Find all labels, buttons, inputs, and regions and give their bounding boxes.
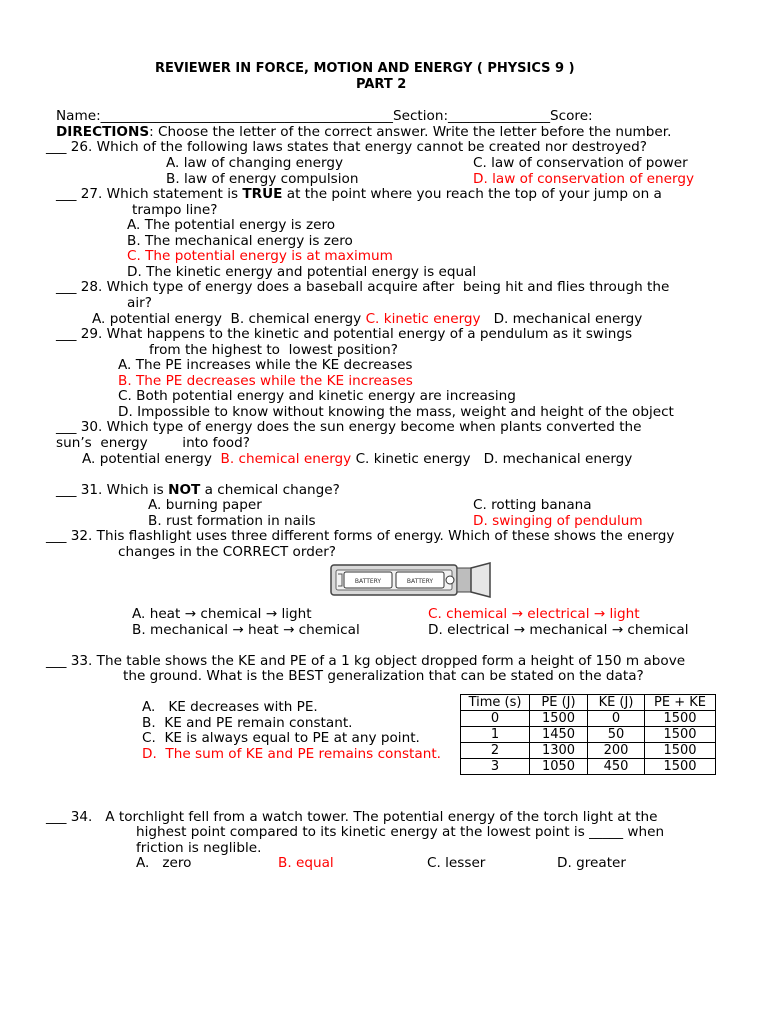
q27-stem xyxy=(56,186,662,202)
q34-stem: ___ 34. A torchlight fell from a watch tower. The potential energy of the torch light at the xyxy=(46,809,658,825)
q33-option-c: C. KE is always equal to PE at any point. xyxy=(142,730,420,746)
title-line-2: PART 2 xyxy=(356,77,407,92)
directions xyxy=(56,124,671,140)
table-cell: 3 xyxy=(461,759,530,775)
q27-stem-bold: TRUE xyxy=(242,186,283,202)
q32-stem-continued: changes in the CORRECT order? xyxy=(118,544,337,560)
q33-option-d-answer: D. The sum of KE and PE remains constant. xyxy=(142,746,441,762)
q31-option-a: A. burning paper xyxy=(148,497,262,513)
q29-option-c: C. Both potential energy and kinetic energy are increasing xyxy=(118,388,516,404)
q30-option-a: A. potential energy xyxy=(82,451,212,467)
table-header-total: PE + KE xyxy=(645,695,716,711)
flashlight-illustration xyxy=(330,562,500,598)
table-cell: 1500 xyxy=(530,711,588,727)
q27-option-d: D. The kinetic energy and potential energy is equal xyxy=(127,264,477,280)
q31-option-b: B. rust formation in nails xyxy=(148,513,316,529)
table-cell: 200 xyxy=(588,743,645,759)
q29-option-d: D. Impossible to know without knowing the mass, weight and height of the object xyxy=(118,404,674,420)
q26-option-c: C. law of conservation of power xyxy=(473,155,688,171)
table-cell: 2 xyxy=(461,743,530,759)
name-section-score-line: Name:___________________________________________Section:_______________Score: xyxy=(56,108,593,124)
q27-stem-pre: ___ 27. Which statement is xyxy=(56,186,243,202)
q34-option-a: A. zero xyxy=(136,855,192,871)
q33-option-a: A. KE decreases with PE. xyxy=(142,699,318,715)
q34-option-d: D. greater xyxy=(557,855,627,871)
q26-option-a: A. law of changing energy xyxy=(166,155,344,171)
table-cell: 1500 xyxy=(645,759,716,775)
table-cell: 1500 xyxy=(645,711,716,727)
q31-stem-bold: NOT xyxy=(168,482,201,498)
q31-option-d-answer: D. swinging of pendulum xyxy=(473,513,643,529)
q28-stem: ___ 28. Which type of energy does a baseball acquire after being hit and flies through the xyxy=(56,279,670,295)
q34-stem-continued-2: friction is neglible. xyxy=(136,840,262,856)
directions-text: : Choose the letter of the correct answer. Write the letter before the number. xyxy=(149,124,672,140)
q28-option-d: D. mechanical energy xyxy=(493,311,643,327)
q28-option-a: A. potential energy xyxy=(92,311,222,327)
q32-option-d: D. electrical → mechanical → chemical xyxy=(428,622,689,638)
q30-option-d: D. mechanical energy xyxy=(483,451,633,467)
q32-option-c-answer: C. chemical → electrical → light xyxy=(428,606,640,622)
q30-option-b-answer: B. chemical energy xyxy=(220,451,352,467)
q28-stem-continued: air? xyxy=(127,295,152,311)
table-cell: 1050 xyxy=(530,759,588,775)
table-row xyxy=(461,759,716,775)
q26-option-d-answer: D. law of conservation of energy xyxy=(473,171,695,187)
q34-option-b-answer: B. equal xyxy=(278,855,334,871)
q29-option-b-answer: B. The PE decreases while the KE increases xyxy=(118,373,413,389)
q32-option-b: B. mechanical → heat → chemical xyxy=(132,622,360,638)
table-header-ke: KE (J) xyxy=(588,695,645,711)
q28-option-b: B. chemical energy xyxy=(230,311,362,327)
table-header-pe: PE (J) xyxy=(530,695,588,711)
table-header-time: Time (s) xyxy=(461,695,530,711)
q32-stem: ___ 32. This flashlight uses three different forms of energy. Which of these shows the energy xyxy=(46,528,675,544)
q34-stem-continued: highest point compared to its kinetic energy at the lowest point is _____ when xyxy=(136,824,665,840)
q30-options xyxy=(82,451,632,467)
table-cell: 1450 xyxy=(530,727,588,743)
q31-stem-pre: ___ 31. Which is xyxy=(56,482,169,498)
q33-option-b: B. KE and PE remain constant. xyxy=(142,715,353,731)
q32-option-a: A. heat → chemical → light xyxy=(132,606,312,622)
q27-option-c-answer: C. The potential energy is at maximum xyxy=(127,248,393,264)
q27-option-b: B. The mechanical energy is zero xyxy=(127,233,353,249)
table-cell: 1500 xyxy=(645,743,716,759)
q31-stem-post: a chemical change? xyxy=(200,482,340,498)
q28-option-c-answer: C. kinetic energy xyxy=(365,311,481,327)
q28-options xyxy=(92,311,642,327)
table-row xyxy=(461,727,716,743)
battery-2-label: BATTERY xyxy=(406,578,434,585)
q26-stem: ___ 26. Which of the following laws states that energy cannot be created nor destroyed? xyxy=(46,139,647,155)
table-row xyxy=(461,743,716,759)
q33-stem: ___ 33. The table shows the KE and PE of a 1 kg object dropped form a height of 150 m above xyxy=(46,653,686,669)
table-cell: 450 xyxy=(588,759,645,775)
table-cell: 0 xyxy=(588,711,645,727)
q29-stem-continued: from the highest to lowest position? xyxy=(149,342,398,358)
table-cell: 50 xyxy=(588,727,645,743)
q27-stem-continued: trampo line? xyxy=(132,202,218,218)
table-header-row xyxy=(461,695,716,711)
q30-stem-continued: sun’s energy into food? xyxy=(56,435,250,451)
bulb-housing xyxy=(457,568,471,592)
q31-option-c: C. rotting banana xyxy=(473,497,592,513)
table-cell: 1300 xyxy=(530,743,588,759)
q29-option-a: A. The PE increases while the KE decreases xyxy=(118,357,413,373)
table-cell: 1 xyxy=(461,727,530,743)
q31-stem xyxy=(56,482,340,498)
directions-label: DIRECTIONS xyxy=(56,124,150,140)
q30-stem: ___ 30. Which type of energy does the sun energy become when plants converted the xyxy=(56,419,642,435)
q29-stem: ___ 29. What happens to the kinetic and potential energy of a pendulum as it swings xyxy=(56,326,633,342)
q34-option-c: C. lesser xyxy=(427,855,486,871)
table-row xyxy=(461,711,716,727)
bulb-icon xyxy=(446,576,454,584)
title-line-1: REVIEWER IN FORCE, MOTION AND ENERGY ( PHYSICS 9 ) xyxy=(155,61,575,76)
q33-stem-continued: the ground. What is the BEST generalization that can be stated on the data? xyxy=(123,668,644,684)
flashlight-head xyxy=(471,563,490,597)
table-cell: 0 xyxy=(461,711,530,727)
ke-pe-table xyxy=(460,694,716,775)
q26-option-b: B. law of energy compulsion xyxy=(166,171,359,187)
q30-option-c: C. kinetic energy xyxy=(355,451,471,467)
battery-1-label: BATTERY xyxy=(354,578,382,585)
table-cell: 1500 xyxy=(645,727,716,743)
q27-stem-post: at the point where you reach the top of your jump on a xyxy=(282,186,662,202)
q27-option-a: A. The potential energy is zero xyxy=(127,217,336,233)
